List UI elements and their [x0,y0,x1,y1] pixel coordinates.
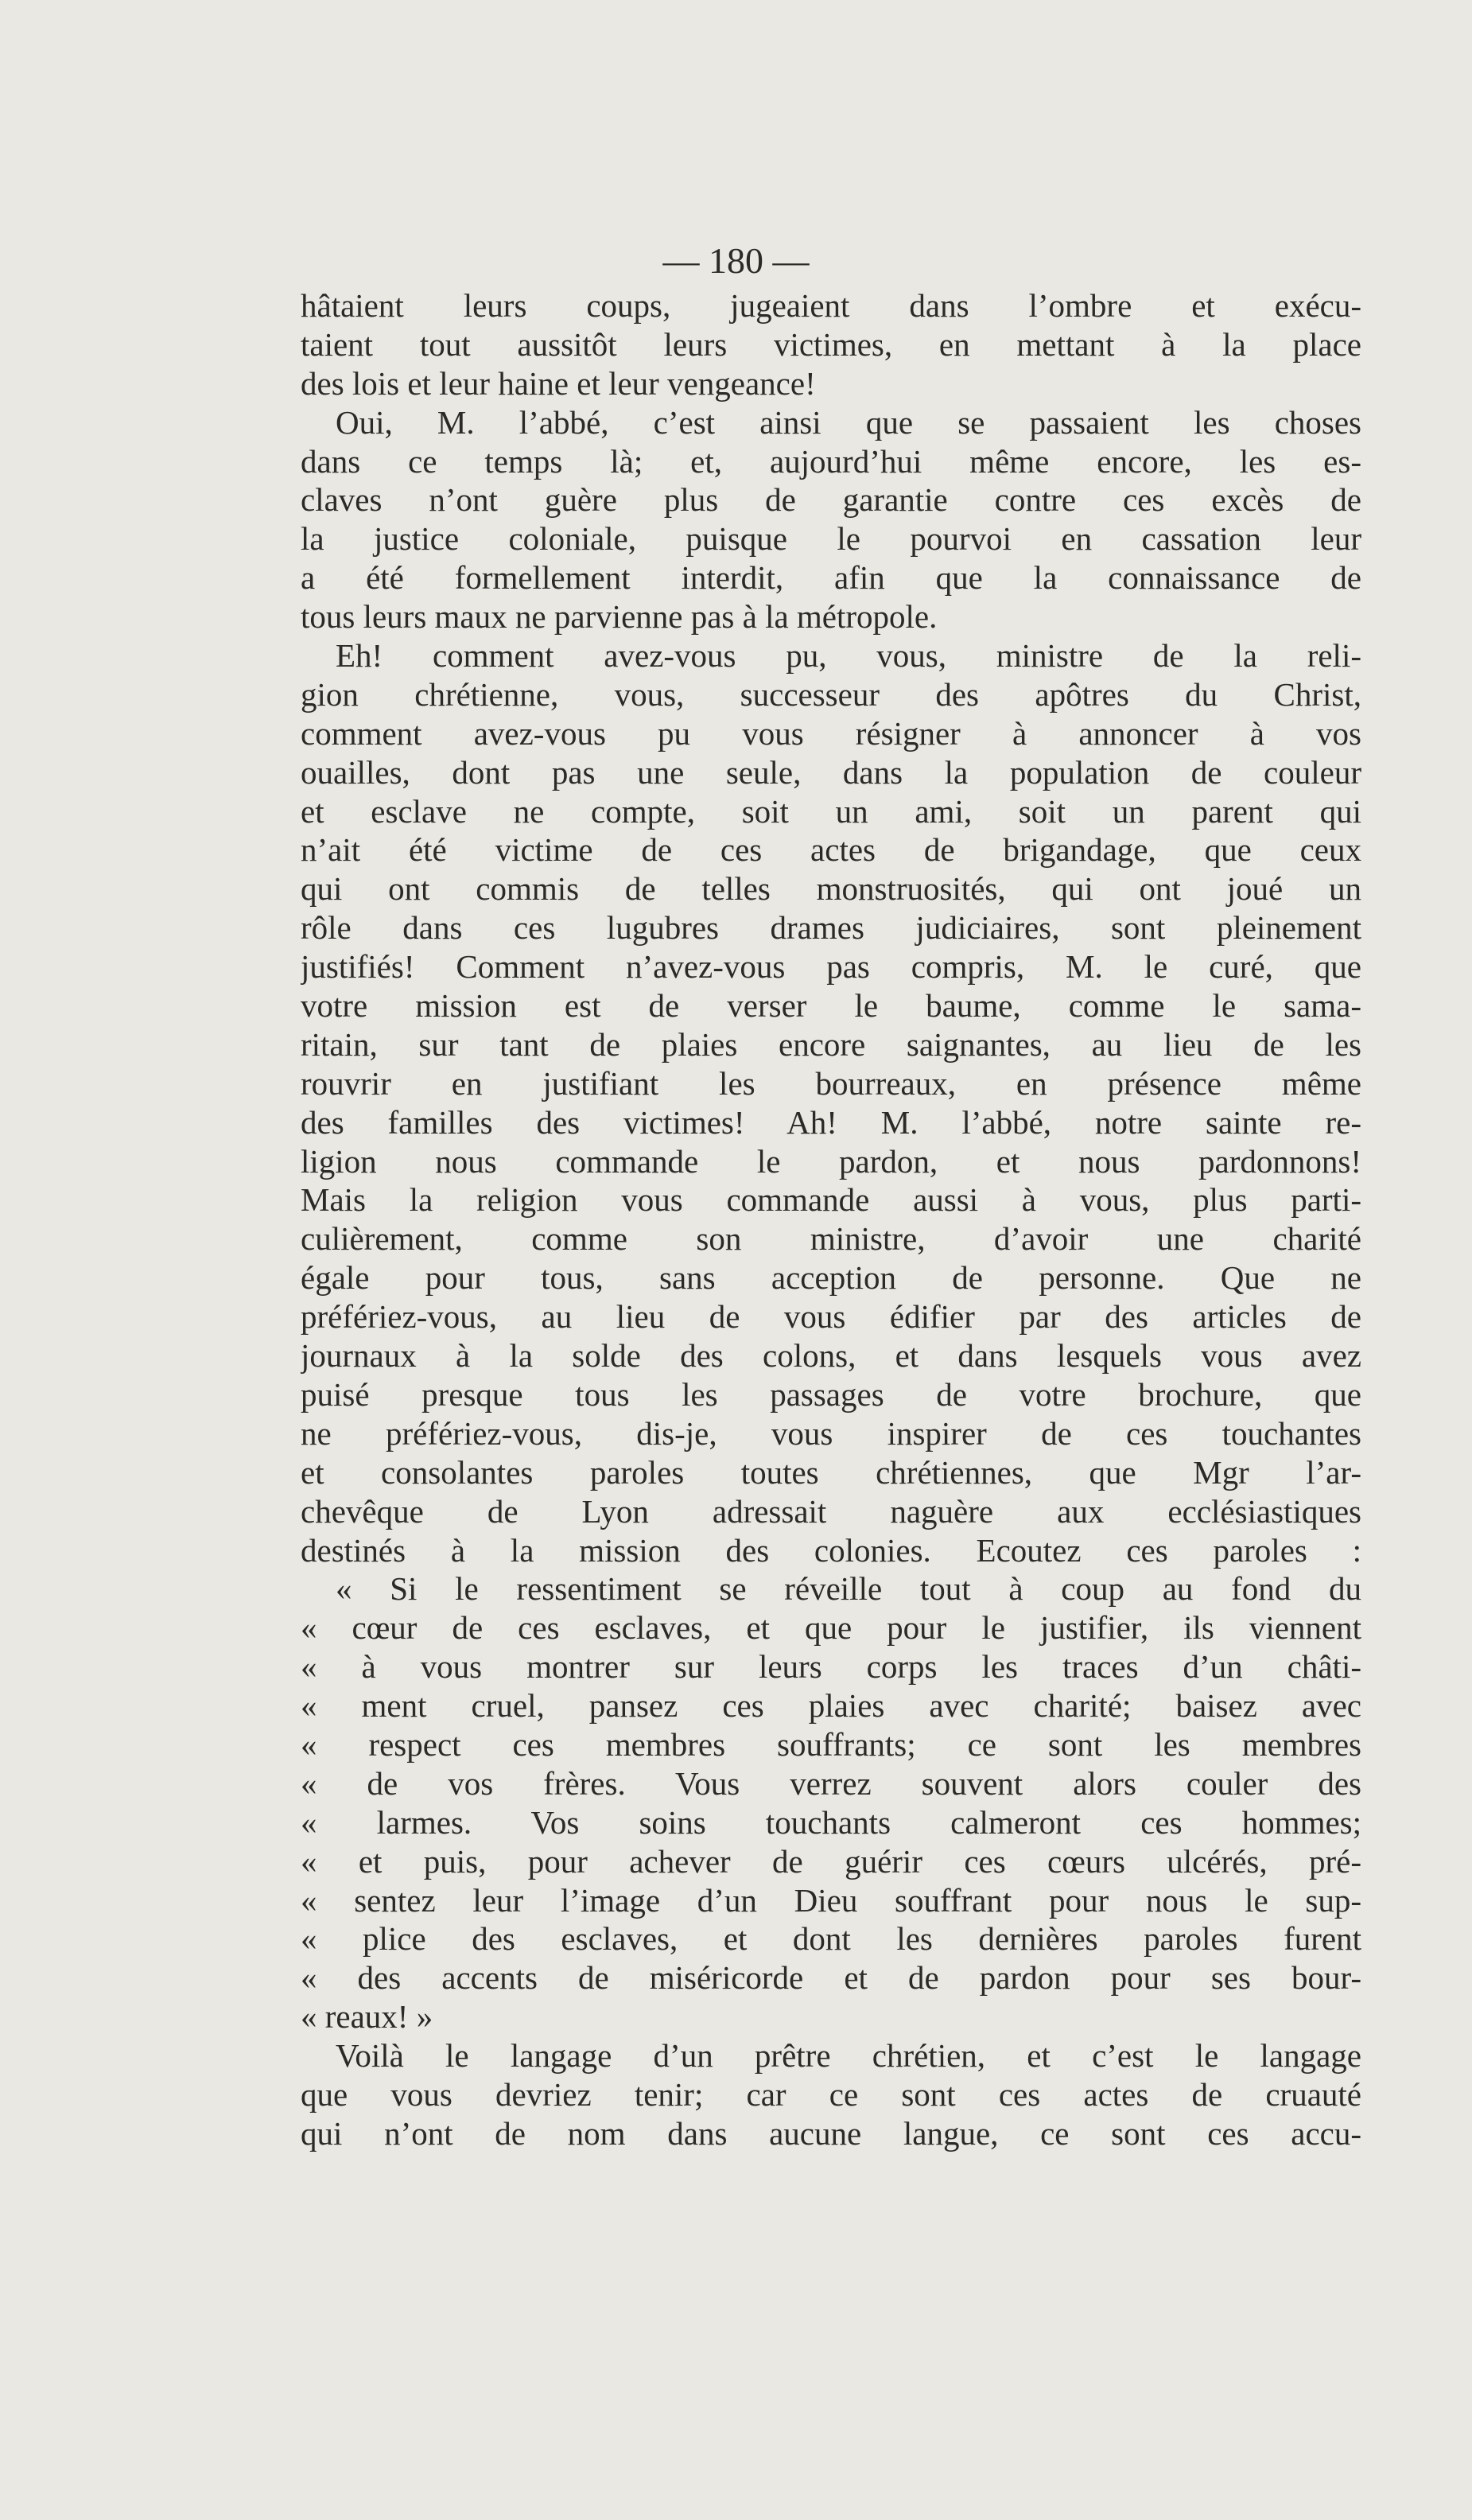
quote-line: « cœur de ces esclaves, et que pour le justifier, ils viennent [301,1609,1361,1647]
text-line: destinés à la mission des colonies. Ecoutez ces paroles : [301,1531,1361,1569]
quote-line: « des accents de miséricorde et de pardon pour ses bour- [301,1959,1361,1997]
text-line: justifiés! Comment n’avez-vous pas compris, M. le curé, que [301,948,1361,986]
text-line: taient tout aussitôt leurs victimes, en mettant à la place [301,325,1361,363]
text-line: Oui, M. l’abbé, c’est ainsi que se passaient les choses [336,403,1361,441]
text-line: et consolantes paroles toutes chrétiennes, que Mgr l’ar- [301,1453,1361,1491]
text-line: Eh! comment avez-vous pu, vous, ministre de la reli- [336,637,1361,675]
text-line: chevêque de Lyon adressait naguère aux ecclésiastiques [301,1492,1361,1530]
text-line: puisé presque tous les passages de votre brochure, que [301,1375,1361,1413]
text-line: la justice coloniale, puisque le pourvoi en cassation leur [301,520,1361,558]
quote-line: « ment cruel, pansez ces plaies avec charité; baisez avec [301,1687,1361,1725]
text-line: que vous devriez tenir; car ce sont ces actes de cruauté [301,2075,1361,2113]
text-line: ouailles, dont pas une seule, dans la population de couleur [301,753,1361,791]
text-line: qui n’ont de nom dans aucune langue, ce sont ces accu- [301,2114,1361,2152]
quote-line: « sentez leur l’image d’un Dieu souffrant pour nous le sup- [301,1881,1361,1919]
text-line: et esclave ne compte, soit un ami, soit un parent qui [301,792,1361,830]
quote-line: « larmes. Vos soins touchants calmeront ces hommes; [301,1803,1361,1841]
quote-line: « plice des esclaves, et dont les dernières paroles furent [301,1920,1361,1958]
text-line: dans ce temps là; et, aujourd’hui même encore, les es- [301,442,1361,480]
quote-line: « Si le ressentiment se réveille tout à coup au fond du [336,1570,1361,1608]
text-line: des lois et leur haine et leur vengeance! [301,364,816,402]
text-line: votre mission est de verser le baume, comme le sama- [301,987,1361,1025]
text-line: gion chrétienne, vous, successeur des apôtres du Christ, [301,675,1361,713]
text-line: ritain, sur tant de plaies encore saignantes, au lieu de les [301,1025,1361,1063]
text-line: rôle dans ces lugubres drames judiciaires, sont pleinement [301,909,1361,947]
text-line: ligion nous commande le pardon, et nous pardonnons! [301,1142,1361,1180]
text-line: comment avez-vous pu vous résigner à annoncer à vos [301,714,1361,752]
text-line: Mais la religion vous commande aussi à vous, plus parti- [301,1181,1361,1219]
quote-line: « reaux! » [301,1998,433,2036]
quote-line: « respect ces membres souffrants; ce sont les membres [301,1725,1361,1763]
text-line: égale pour tous, sans acception de personne. Que ne [301,1259,1361,1297]
quote-line: « de vos frères. Vous verrez souvent alors couler des [301,1764,1361,1802]
text-line: claves n’ont guère plus de garantie contre ces excès de [301,481,1361,519]
text-line: journaux à la solde des colons, et dans lesquels vous avez [301,1337,1361,1375]
text-line: rouvrir en justifiant les bourreaux, en présence même [301,1064,1361,1102]
text-line: hâtaient leurs coups, jugeaient dans l’ombre et exécu- [301,287,1361,324]
body-text [301,286,1361,2153]
text-line: qui ont commis de telles monstruosités, qui ont joué un [301,870,1361,908]
text-line: ne préfériez-vous, dis-je, vous inspirer de ces touchantes [301,1414,1361,1452]
text-line: n’ait été victime de ces actes de brigandage, que ceux [301,831,1361,869]
quote-line: « à vous montrer sur leurs corps les traces d’un châti- [301,1648,1361,1686]
text-line: préfériez-vous, au lieu de vous édifier par des articles de [301,1298,1361,1336]
quote-line: « et puis, pour achever de guérir ces cœurs ulcérés, pré- [301,1842,1361,1880]
text-line: a été formellement interdit, afin que la connaissance de [301,559,1361,597]
text-line: des familles des victimes! Ah! M. l’abbé, notre sainte re- [301,1103,1361,1141]
text-line: tous leurs maux ne parvienne pas à la métropole. [301,598,938,636]
text-line: Voilà le langage d’un prêtre chrétien, et c’est le langage [336,2037,1361,2075]
text-line: culièrement, comme son ministre, d’avoir une charité [301,1220,1361,1258]
page-number: — 180 — [662,240,810,281]
